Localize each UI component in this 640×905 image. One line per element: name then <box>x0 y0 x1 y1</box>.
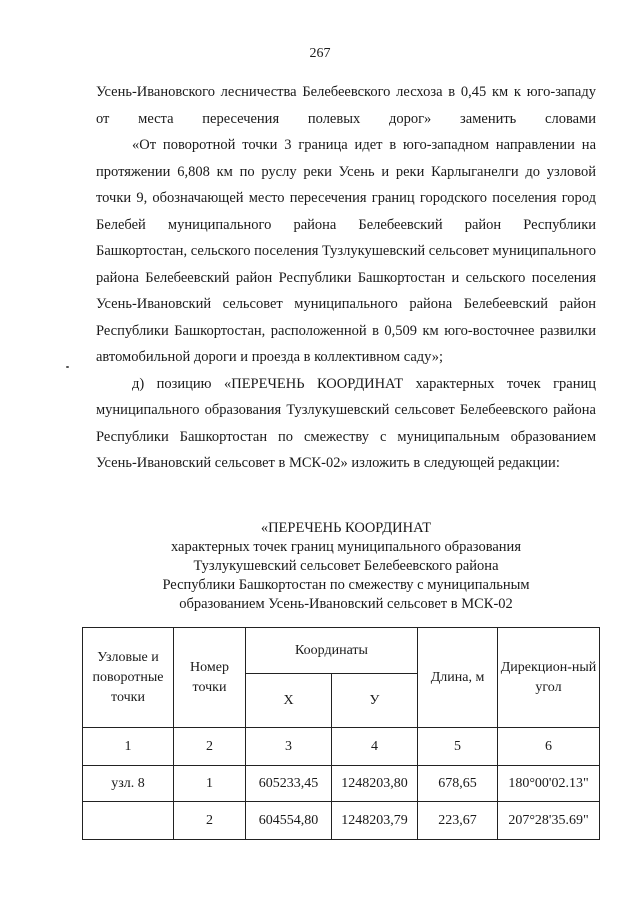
cell-length: 678,65 <box>418 766 498 802</box>
table-row <box>83 766 600 802</box>
table-row <box>83 802 600 840</box>
cell-length: 223,67 <box>418 802 498 840</box>
header-coordinates: Координаты <box>246 628 418 674</box>
paragraph-item-d: д) позицию «ПЕРЕЧЕНЬ КООРДИНАТ характерных точек границ муниципального образования Тузлукушевский сельсовет Белебеевского района Республики Башкортостан по смежеству с муниципальным образованием Усень-Ивановский сельсовет в МСК-02» изложить в следующей редакции: <box>96 375 596 471</box>
paragraph-quote: «От поворотной точки 3 граница идет в юго-западном направлении на протяжении 6,808 км по руслу реки Усень и реки Карлыганелги до узловой точки 9, обозначающей место пересечения границ городского поселения город Белебей муниципального района Белебеевский район Республики Башкортостан, сельского поселения Тузлукушевский сельсовет муниципального района Белебеевский район Республики Башкортостан и сельского поселения Усень-Ивановский сельсовет муниципального района Белебеевский район Республики Башкортостан, расположенной в 0,509 км юго-восточнее развилки автомобильной дороги и проезда в коллективном саду»; <box>96 137 596 365</box>
cell-x: 605233,45 <box>246 766 332 802</box>
title-line: Тузлукушевский сельсовет Белебеевского района <box>193 558 499 574</box>
column-numbers-row <box>83 728 600 766</box>
body-text <box>96 79 596 477</box>
column-number: 1 <box>83 728 174 766</box>
scan-mark <box>66 366 69 368</box>
header-x: Х <box>246 674 332 728</box>
header-number: Номер точки <box>174 628 246 728</box>
header-y: У <box>332 674 418 728</box>
coordinates-table <box>82 627 600 840</box>
title-line: характерных точек границ муниципального образования <box>171 539 521 555</box>
header-angle: Дирекцион-ный угол <box>498 628 600 728</box>
cell-angle: 180°00'02.13" <box>498 766 600 802</box>
cell-node <box>83 802 174 840</box>
page-number: 267 <box>309 46 331 61</box>
coordinates-list-title <box>96 519 596 614</box>
cell-number: 2 <box>174 802 246 840</box>
cell-angle: 207°28'35.69" <box>498 802 600 840</box>
cell-number: 1 <box>174 766 246 802</box>
column-number: 3 <box>246 728 332 766</box>
column-number: 4 <box>332 728 418 766</box>
title-line: Республики Башкортостан по смежеству с муниципальным <box>162 577 530 593</box>
title-line: образованием Усень-Ивановский сельсовет в МСК-02 <box>179 596 513 612</box>
column-number: 6 <box>498 728 600 766</box>
cell-y: 1248203,79 <box>332 802 418 840</box>
cell-y: 1248203,80 <box>332 766 418 802</box>
column-number: 5 <box>418 728 498 766</box>
paragraph-continuation: Усень-Ивановского лесничества Белебеевского лесхоза в 0,45 км к юго-западу от места пересечения полевых дорог» заменить словами <box>96 84 596 127</box>
cell-node: узл. 8 <box>83 766 174 802</box>
title-line: «ПЕРЕЧЕНЬ КООРДИНАТ <box>260 520 432 536</box>
header-nodes: Узловые и поворотные точки <box>83 628 174 728</box>
cell-x: 604554,80 <box>246 802 332 840</box>
column-number: 2 <box>174 728 246 766</box>
header-length: Длина, м <box>418 628 498 728</box>
